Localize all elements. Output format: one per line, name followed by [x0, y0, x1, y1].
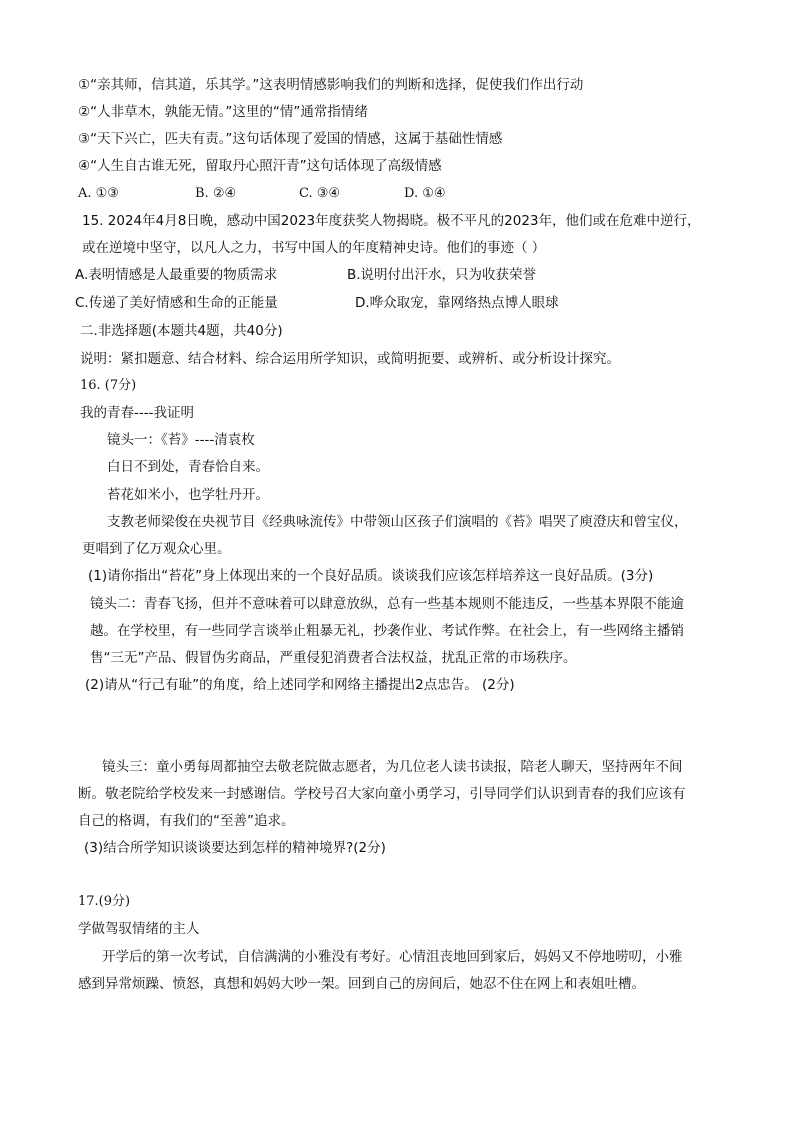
q14-item-4: ④“人生自古谁无死，留取丹心照汗青”这句话体现了高级情感 — [78, 158, 442, 174]
q15-option-c: C.传递了美好情感和生命的正能量 — [75, 295, 278, 311]
q14-item-1: ①“亲其师，信其道，乐其学。”这表明情感影响我们的判断和选择，促使我们作出行动 — [78, 77, 584, 93]
q16-lens1-text-2: 更唱到了亿万观众心里。 — [82, 541, 231, 557]
section-title: 二.非选择题(本题共4题，共40分) — [80, 323, 283, 339]
q16-theme: 我的青春----我证明 — [80, 405, 194, 421]
q15-option-b: B.说明付出汗水，只为收获荣誉 — [347, 267, 537, 283]
q14-option-b: B. ②④ — [195, 186, 237, 201]
q15-stem-line-2: 或在逆境中坚守，以凡人之力，书写中国人的年度精神史诗。他们的事迹（ ） — [82, 240, 546, 256]
q17-text-2: 感到异常烦躁、愤怒，真想和妈妈大吵一架。回到自己的房间后，她忍不住在网上和表姐吐槽。 — [78, 976, 645, 992]
q14-option-d: D. ①④ — [404, 186, 446, 201]
q16-lens3-text-1: 镜头三：童小勇每周都抽空去敬老院做志愿者，为几位老人读书读报，陪老人聊天，坚持两年不间 — [102, 759, 683, 775]
q15-option-d: D.哗众取宠，靠网络热点博人眼球 — [355, 295, 559, 311]
q16-lens2-text-2: 越。在学校里，有一些同学言谈举止粗暴无礼，抄袭作业、考试作弊。在社会上，有一些网络主播销 — [90, 623, 684, 639]
q17-theme: 学做驾驭情绪的主人 — [78, 921, 200, 937]
q16-lens2-text-1: 镜头二：青春飞扬，但并不意味着可以肆意放纵，总有一些基本规则不能违反，一些基本界限不能逾 — [90, 596, 684, 612]
q17-number: 17.(9分) — [78, 894, 131, 909]
q16-lens3-text-3: 自己的格调，有我们的“至善”追求。 — [78, 813, 295, 829]
q17-text-1: 开学后的第一次考试，自信满满的小雅没有考好。心情沮丧地回到家后，妈妈又不停地唠叨，小雅 — [102, 949, 683, 965]
q16-question-1: (1)请你指出“苔花”身上体现出来的一个良好品质。谈谈我们应该怎样培养这一良好品质。(3分) — [88, 568, 654, 584]
q16-question-2: (2)请从“行己有耻”的角度，给上述同学和网络主播提出2点忠告。 (2分) — [85, 677, 515, 693]
q15-option-a: A.表明情感是人最重要的物质需求 — [75, 267, 278, 283]
q16-lens1-title: 镜头一：《苔》----清袁枚 — [107, 432, 255, 448]
q14-item-2: ②“人非草木，孰能无情。”这里的“情”通常指情绪 — [78, 104, 368, 120]
q16-number: 16. (7分) — [80, 378, 137, 393]
q16-poem-line-2: 苔花如米小，也学牡丹开。 — [107, 487, 269, 503]
q16-poem-line-1: 白日不到处，青春恰自来。 — [107, 459, 269, 475]
section-note: 说明：紧扣题意、结合材料、综合运用所学知识，或简明扼要、或辨析、或分析设计探究。 — [80, 351, 620, 367]
q15-stem-line-1: 15. 2024年4月8日晚，感动中国2023年度获奖人物揭晓。极不平凡的2023年，他们或在危难中逆行， — [82, 213, 701, 229]
q16-lens1-text-1: 支教老师梁俊在央视节目《经典咏流传》中带领山区孩子们演唱的《苔》唱哭了庾澄庆和曾宝仪， — [107, 514, 688, 530]
q16-lens3-text-2: 断。敬老院给学校发来一封感谢信。学校号召大家向童小勇学习，引导同学们认识到青春的我们应该有 — [78, 786, 686, 802]
q14-option-a: A. ①③ — [78, 186, 119, 201]
q14-option-c: C. ③④ — [299, 186, 341, 201]
q16-question-3: (3)结合所学知识谈谈要达到怎样的精神境界?(2分) — [84, 840, 386, 856]
q16-lens2-text-3: 售“三无”产品、假冒伪劣商品，严重侵犯消费者合法权益，扰乱正常的市场秩序。 — [90, 650, 577, 666]
q14-item-3: ③“天下兴亡，匹夫有责。”这句话体现了爱国的情感，这属于基础性情感 — [78, 131, 503, 147]
